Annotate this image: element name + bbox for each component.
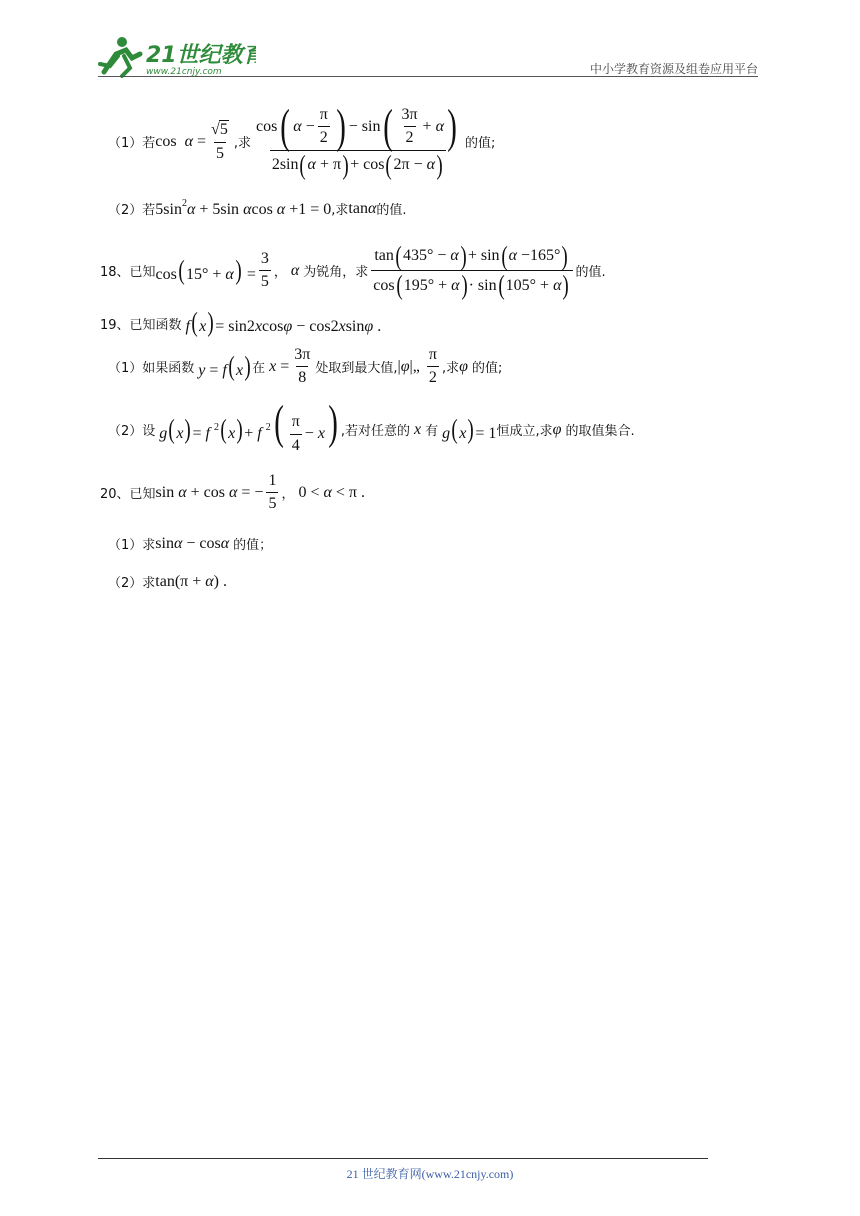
q17-p1-end: 的值; [464, 136, 496, 152]
q20-condition: sin α + cos α = − [155, 483, 264, 501]
q17-part2 [108, 198, 406, 219]
q17-p1-expression: cos ( α − $\frac{\pi}{2}$ ) − sin ( $\frac{3\pi}{2}$ + α ) 2sin ( α + π ) + cos ( 2π − α ) [255, 99, 457, 180]
q18-label: 18、已知 [100, 265, 156, 281]
q17-p1-condition: cos α = [155, 132, 207, 150]
q18 [100, 241, 606, 301]
q19-p1-x: x = [269, 357, 290, 375]
q19-p2-condition: g(x)= 1 [442, 413, 497, 444]
q17-p1-fraction-sqrt5-5: √ 5 5 [211, 120, 228, 162]
q19-part1 [108, 346, 502, 388]
header-platform-title: 中小学教育资源及组卷应用平台 [589, 62, 758, 76]
q19-p1-end: ,求 [441, 361, 460, 377]
q17-p1-label: （1）若 [108, 136, 156, 152]
q19-part2 [108, 396, 635, 455]
q19-p1-fraction-pi-2: $\frac{\pi}{2}$ [428, 346, 437, 387]
q20-part2 [108, 572, 227, 591]
q17-part1 [108, 99, 496, 180]
q19-p2-end2: 的取值集合. [565, 424, 635, 440]
q19-p1-phi: φ [459, 357, 472, 375]
q17-p2-target: tanα [348, 199, 377, 217]
q19-p2-g: g(x)= f $^2$(x)+ f $^2$( $\frac{\pi}{4}$ − x) [159, 396, 338, 454]
q19-p1-label: （1）如果函数 [108, 361, 195, 377]
q20-p1-label: （1）求 [108, 538, 156, 553]
q20-label: 20、已知 [100, 487, 156, 503]
q19-label: 19、已知函数 [100, 317, 182, 333]
q20-mid: ， [281, 487, 295, 503]
logo-text: 21世纪教育 [146, 43, 256, 68]
logo-runner-icon [96, 32, 256, 80]
q20-p2-expr: tan(π + α) . [155, 572, 227, 590]
q18-expression: tan ( 435° − α ) + sin ( α −165° ) cos ( 195° + α ) · sin ( 105° + α ) [371, 244, 572, 298]
q19-p2-phi: φ [552, 420, 566, 438]
q20-range: 0 < α < π . [294, 483, 365, 501]
q18-end: 的值. [575, 265, 606, 281]
q17-p2-label: （2）若 [108, 203, 156, 218]
q20-part1 [108, 534, 272, 553]
q19-p2-have: 有 [425, 424, 439, 440]
q17-p2-equation: $5\sin^2\alpha + 5\sin$ αcos α +1 = 0 [155, 198, 332, 218]
q19-p2-label: （2）设 [108, 424, 156, 440]
q20-p1-expr: sinα − cosα [155, 534, 230, 552]
q17-p1-mid: ,求 [233, 136, 251, 152]
logo-url: www.21cnjy.com [146, 67, 222, 77]
q17-p2-end: 的值. [376, 203, 407, 218]
q19-p2-end: 恒成立,求 [496, 424, 553, 440]
q17-p2-mid: ,求 [331, 203, 349, 218]
q19-p2-mid: ,若对任意的 [340, 424, 411, 440]
header-divider [98, 76, 758, 77]
q18-mid1: ， [273, 265, 287, 281]
q18-condition: cos(15° + α) = [155, 254, 256, 285]
footer-divider [98, 1158, 708, 1159]
q19-p1-at: 在 [252, 361, 266, 377]
q19-function: f(x)= sin2xcosφ − cos2xsinφ . [185, 307, 382, 337]
q20-p2-label: （2）求 [108, 576, 156, 591]
q20-fraction-1-5: $\frac{1}{5}$ [268, 472, 277, 513]
q19-p1-mid: 处取到最大值, [315, 361, 398, 377]
q18-fraction-3-5: $\frac{3}{5}$ [260, 250, 269, 291]
q18-mid2: 为锐角，求 [303, 265, 369, 281]
q19-p1-abs-phi: |φ|„ [397, 357, 424, 375]
q19-p2-x: x [410, 420, 426, 438]
q19-p1-func: y = f(x) [198, 350, 251, 381]
site-logo [96, 32, 256, 80]
q19-p1-end2: 的值; [471, 361, 503, 377]
q19-p1-fraction-3pi-8: $\frac{3\pi}{8}$ [294, 346, 311, 387]
q20 [100, 472, 365, 514]
q20-p1-end: 的值； [233, 538, 273, 553]
q19 [100, 307, 382, 337]
q18-alpha: α [286, 261, 304, 279]
footer-source: 21 世纪教育网(www.21cnjy.com) [346, 1167, 514, 1181]
